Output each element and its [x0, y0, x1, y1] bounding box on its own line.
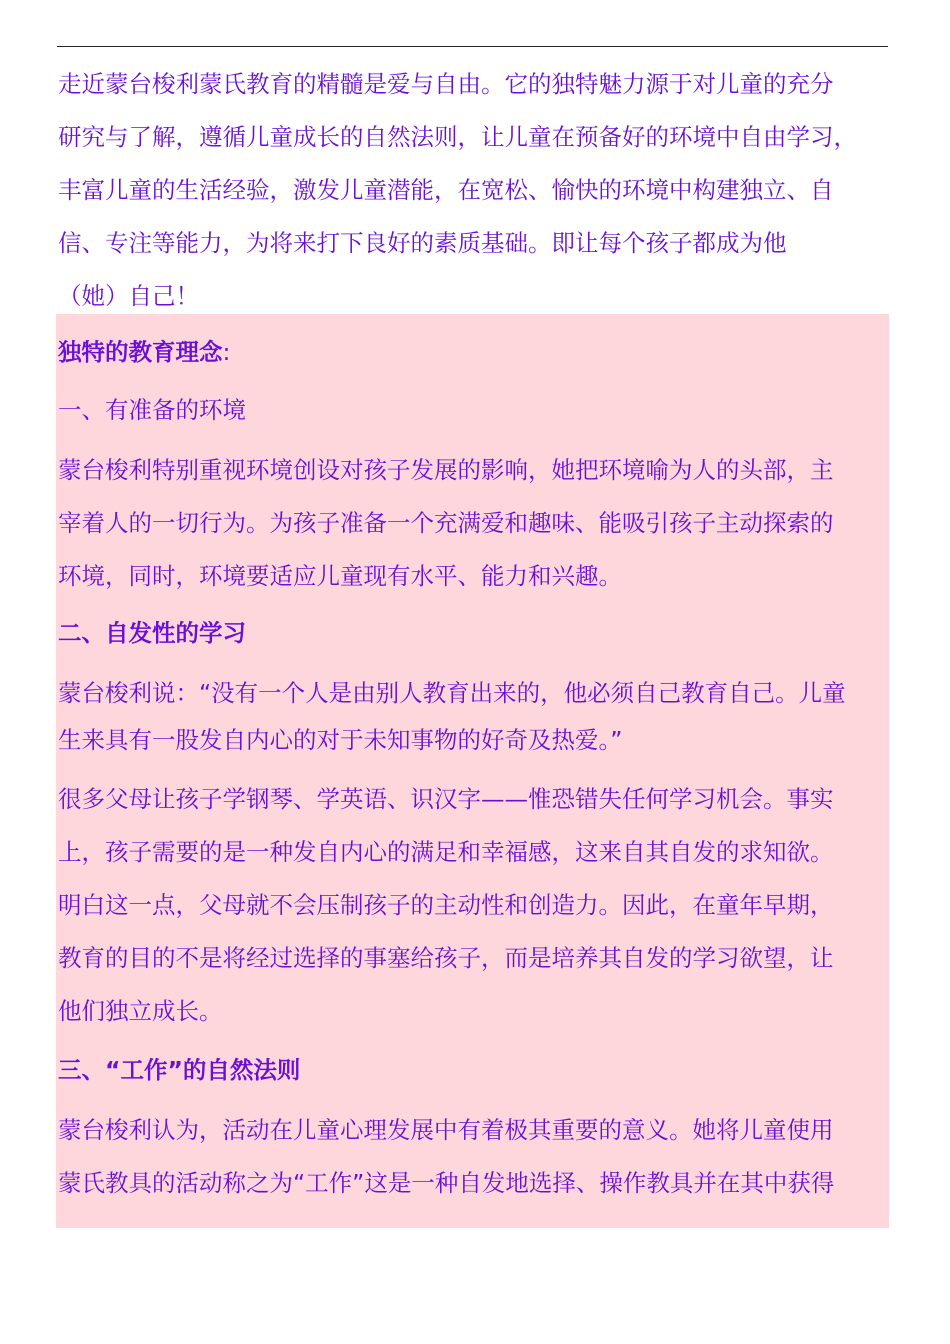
paragraph-line: 环境，同时，环境要适应儿童现有水平、能力和兴趣。: [58, 562, 622, 590]
intro-paragraph: [58, 58, 888, 323]
paragraph-line: 蒙台梭利认为，活动在儿童心理发展中有着极其重要的意义。她将儿童使用: [58, 1116, 834, 1144]
intro-line: 信、专注等能力，为将来打下良好的素质基础。即让每个孩子都成为他: [58, 229, 787, 257]
quote-line: 蒙台梭利说：“没有一个人是由别人教育出来的，他必须自己教育自己。儿童: [58, 679, 846, 707]
intro-line: （她）自己！: [58, 282, 199, 310]
heading-work-natural-law: 三、“工作”的自然法则: [58, 1056, 301, 1084]
paragraph-line: 蒙氏教具的活动称之为“工作”这是一种自发地选择、操作教具并在其中获得: [58, 1169, 835, 1197]
section-title-text: 独特的教育理念: [58, 338, 223, 366]
section-title-colon: :: [222, 338, 231, 366]
paragraph-line: 很多父母让孩子学钢琴、学英语、识汉字——惟恐错失任何学习机会。事实: [58, 785, 834, 813]
header-rule: [57, 46, 888, 47]
section-title: [58, 333, 230, 367]
paragraph-line: 蒙台梭利特别重视环境创设对孩子发展的影响，她把环境喻为人的头部，主: [58, 456, 834, 484]
heading-prepared-environment: 一、有准备的环境: [58, 396, 246, 424]
paragraph-line: 上，孩子需要的是一种发自内心的满足和幸福感，这来自其自发的求知欲。: [58, 838, 834, 866]
heading-spontaneous-learning: 二、自发性的学习: [58, 619, 246, 647]
paragraph-line: 明白这一点，父母就不会压制孩子的主动性和创造力。因此，在童年早期，: [58, 891, 834, 919]
intro-line: 研究与了解，遵循儿童成长的自然法则，让儿童在预备好的环境中自由学习，: [58, 123, 857, 151]
paragraph-line: 他们独立成长。: [58, 997, 223, 1025]
paragraph-line: 教育的目的不是将经过选择的事塞给孩子，而是培养其自发的学习欲望，让: [58, 944, 834, 972]
intro-line: 丰富儿童的生活经验，激发儿童潜能，在宽松、愉快的环境中构建独立、自: [58, 176, 834, 204]
intro-line: 走近蒙台梭利蒙氏教育的精髓是爱与自由。它的独特魅力源于对儿童的充分: [58, 70, 834, 98]
quote-line: 生来具有一股发自内心的对于未知事物的好奇及热爱。”: [58, 726, 623, 754]
paragraph-line: 宰着人的一切行为。为孩子准备一个充满爱和趣味、能吸引孩子主动探索的: [58, 509, 834, 537]
